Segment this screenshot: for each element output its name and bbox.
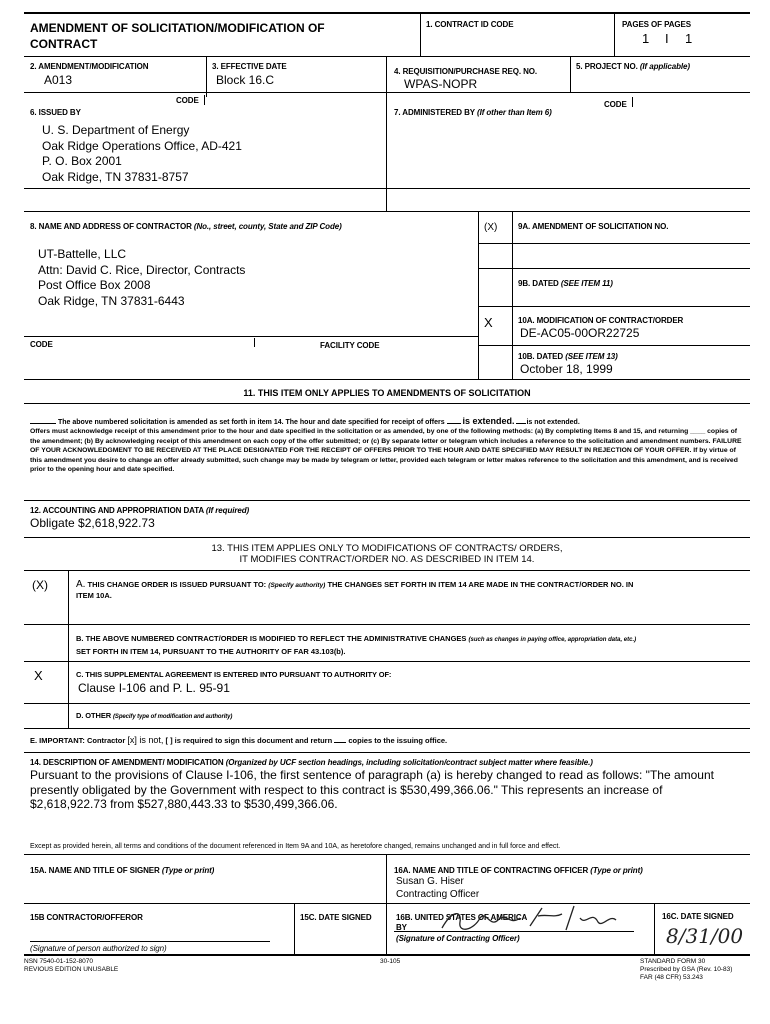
item-13d-text: D. OTHER (Specify type of modification and authority)	[76, 711, 233, 720]
accounting-value: Obligate $2,618,922.73	[30, 516, 155, 530]
item-13b-text: B. THE ABOVE NUMBERED CONTRACT/ORDER IS MODIFIED TO REFLECT THE ADMINISTRATIVE CHANGES (such as changes in paying office, appropriation data, etc.) SET FORTH IN ITEM 14, PURSUANT TO THE AUTHORITY OF FAR 43.103(b).	[76, 634, 637, 656]
item-11-first-line: The above numbered solicitation is amended as set forth in item 14. The hour and date specified for receipt of offers is extended. is not extended.	[30, 417, 750, 427]
requisition-label: 4. REQUISITION/PURCHASE REQ. NO.	[394, 67, 538, 76]
contracting-officer-label: 16A. NAME AND TITLE OF CONTRACTING OFFICER (Type or print)	[394, 866, 643, 875]
contractor-address: UT-Battelle, LLC Attn: David C. Rice, Director, Contracts Post Office Box 2008 Oak Ridge, TN 37831-6443	[38, 247, 246, 308]
footer-form-code: 30-105	[380, 958, 401, 965]
except-clause: Except as provided herein, all terms and conditions of the document referenced in Item 9A and 10A, as heretofore changed, remains unchanged and in full force and effect.	[30, 843, 561, 850]
item-10b-label: 10B. DATED (SEE ITEM 13)	[518, 352, 618, 361]
united-states-label: 16B. UNITED STATES OF AMERICA	[396, 913, 528, 922]
form-top-border	[24, 12, 750, 14]
pages-label: PAGES OF PAGES	[622, 20, 691, 29]
item-13-title: 13. THIS ITEM APPLIES ONLY TO MODIFICATIONS OF CONTRACTS/ ORDERS, IT MODIFIES CONTRACT/ORDER NO. AS DESCRIBED IN ITEM 14.	[211, 543, 563, 565]
requisition-value: WPAS-NOPR	[404, 77, 478, 91]
by-label: BY	[396, 923, 407, 932]
item-13c-value: Clause I-106 and P. L. 95-91	[78, 681, 230, 695]
item-13-x-header: (X)	[32, 578, 48, 592]
issued-code-label: CODE	[176, 96, 199, 105]
form-title: AMENDMENT OF SOLICITATION/MODIFICATION OF CONTRACT	[30, 21, 325, 51]
contractor-signature-note: (Signature of person authorized to sign)	[30, 944, 167, 953]
page-total: 1	[685, 31, 693, 46]
contractor-code-label: CODE	[30, 340, 53, 349]
amendment-label: 2. AMENDMENT/MODIFICATION	[30, 62, 149, 71]
item-10a-mark: X	[484, 315, 493, 330]
signer-name-label: 15A. NAME AND TITLE OF SIGNER (Type or print)	[30, 866, 215, 875]
item-13c-mark: X	[34, 668, 43, 683]
effective-date-label: 3. EFFECTIVE DATE	[212, 62, 287, 71]
description-body: Pursuant to the provisions of Clause I-106, the first sentence of paragraph (a) is hereby changed to read as follows: "The amount presently obligated by the Government with respect to this contract is $530,499,366.06." This represents an increase of $2,618,922.73 from $527,880,443.33 to $530,499,366.06.	[30, 768, 714, 811]
officer-date-value: 8/31/00	[666, 924, 744, 948]
page-number: 1	[642, 31, 650, 46]
contracting-officer-name: Susan G. Hiser Contracting Officer	[396, 876, 480, 900]
contractor-label: 8. NAME AND ADDRESS OF CONTRACTOR (No., street, county, State and ZIP Code)	[30, 222, 342, 231]
administered-by-label: 7. ADMINISTERED BY (If other than Item 6)	[394, 108, 552, 117]
item-9a-label: 9A. AMENDMENT OF SOLICITATION NO.	[518, 222, 669, 231]
x-column-header: (X)	[484, 222, 498, 233]
item-10a-label: 10A. MODIFICATION OF CONTRACT/ORDER	[518, 316, 684, 325]
contract-date: October 18, 1999	[520, 362, 613, 376]
project-label: 5. PROJECT NO. (If applicable)	[576, 62, 690, 71]
issued-by-label: 6. ISSUED BY	[30, 108, 81, 117]
effective-date-value: Block 16.C	[216, 73, 275, 87]
officer-signature-note: (Signature of Contracting Officer)	[396, 934, 520, 943]
item-11-instructions: Offers must acknowledge receipt of this amendment prior to the hour and date specified in the solicitation or as amended, by one of the following methods: (a) By completing Items 8 and 15, and returning ____ copies of the amendment; (b) By acknowledging receipt of this amendment on each copy of the offer submitted; or (c) By separate letter or telegram which includes a reference to the solicitation and amendment numbers. FAILURE OF YOUR ACKNOWLEDGMENT TO BE RECEIVED AT THE PLACE DESIGNATED FOR THE RECEIPT OF OFFERS PRIOR TO THE HOUR AND DATE SPECIFIED MAY RESULT IN REJECTION OF YOUR OFFER. If by virtue of this amendment you desire to change an offer already submitted, such change may be made by telegram or letter, provided each telegram or letter makes reference to the solicitation and this amendment, and is received prior to the opening hour and date specified.	[30, 428, 742, 473]
admin-code-label: CODE	[604, 100, 627, 109]
accounting-label: 12. ACCOUNTING AND APPROPRIATION DATA (If required)	[30, 506, 250, 515]
item-11-title: 11. THIS ITEM ONLY APPLIES TO AMENDMENTS OF SOLICITATION	[243, 388, 531, 398]
contractor-date-label: 15C. DATE SIGNED	[300, 913, 372, 922]
description-label: 14. DESCRIPTION OF AMENDMENT/ MODIFICATION (Organized by UCF section headings, including solicitation/contract subject matter where feasible.)	[30, 758, 593, 767]
issuer-address: U. S. Department of Energy Oak Ridge Operations Office, AD-421 P. O. Box 2001 Oak Ridge, TN 37831-8757	[42, 123, 242, 184]
footer-right: STANDARD FORM 30 Prescribed by GSA (Rev. 10-83) FAR (48 CFR) 53.243	[640, 958, 733, 981]
amendment-value: A013	[44, 73, 73, 87]
page-separator: I	[665, 31, 669, 46]
footer-left: NSN 7540-01-152-8070 REVIOUS EDITION UNUSABLE	[24, 958, 119, 973]
item-9b-label: 9B. DATED (SEE ITEM 11)	[518, 279, 613, 288]
contract-id-label: 1. CONTRACT ID CODE	[426, 20, 514, 29]
officer-date-label: 16C. DATE SIGNED	[662, 912, 734, 921]
contractor-offeror-label: 15B CONTRACTOR/OFFEROR	[30, 913, 143, 922]
item-13a-text: A. THIS CHANGE ORDER IS ISSUED PURSUANT TO: (Specify authority) THE CHANGES SET FORTH IN ITEM 14 ARE MADE IN THE CONTRACT/ORDER NO. IN ITEM 10A.	[76, 579, 634, 600]
contract-number: DE-AC05-00OR22725	[520, 326, 640, 340]
facility-code-label: FACILITY CODE	[320, 341, 380, 350]
item-13c-text: C. THIS SUPPLEMENTAL AGREEMENT IS ENTERED INTO PURSUANT TO AUTHORITY OF:	[76, 670, 392, 679]
important-line: E. IMPORTANT: Contractor [x] is not, [ ] is required to sign this document and return copies to the issuing office.	[30, 735, 448, 745]
officer-signature	[430, 900, 630, 936]
